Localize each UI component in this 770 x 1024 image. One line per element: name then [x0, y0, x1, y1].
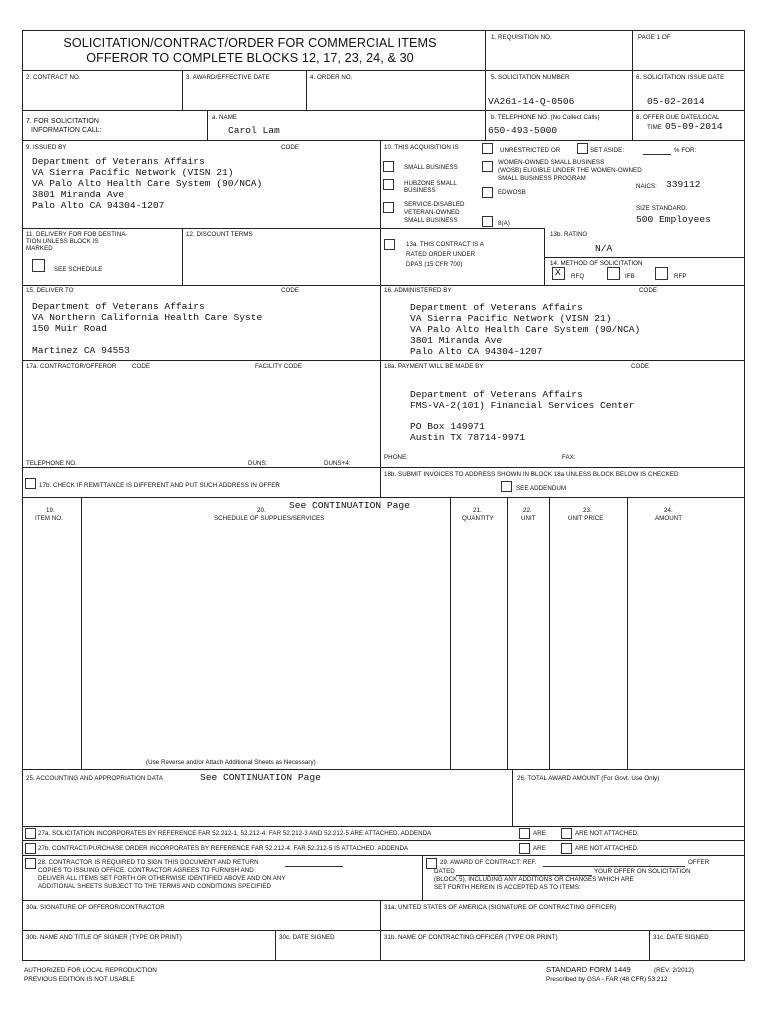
27b-label: 27b. CONTRACT/PURCHASE ORDER INCORPORATES BY REFERENCE FAR 52.212-4. FAR 52.212-5 IS ATTACHED. ADDENDA [38, 845, 409, 852]
schedule-footnote: (Use Reverse and/or Attach Additional Sheets as Necessary) [146, 759, 316, 766]
footer-form-name: STANDARD FORM 1449 [546, 965, 631, 974]
contract-no-label: 2. CONTRACT NO. [26, 74, 81, 81]
29-line-1b: OFFER [688, 859, 710, 866]
wosb-label-2: (WOSB) ELIGIBLE UNDER THE WOMEN-OWNED [498, 167, 642, 174]
rating-value: N/A [595, 243, 613, 254]
name-value: Carol Lam [228, 125, 280, 136]
set-aside-percent-line[interactable] [643, 154, 671, 155]
footer-prescribed: Prescribed by GSA - FAR (48 CFR) 53.212 [546, 976, 668, 983]
rfp-label: RFP [674, 273, 687, 280]
issued-by-label: 9. ISSUED BY [26, 144, 67, 151]
fob-label-1: 11. DELIVERY FOR FOB DESTINA- [26, 231, 128, 238]
unit-price-header: UNIT PRICE [568, 515, 604, 522]
unit-header: UNIT [521, 515, 536, 522]
27a-checkbox[interactable] [25, 828, 36, 839]
size-standard-value: 500 Employees [636, 214, 711, 225]
issue-date-value: 05-02-2014 [647, 96, 705, 107]
28-checkbox[interactable] [25, 858, 36, 869]
see-addendum-checkbox[interactable] [501, 481, 512, 492]
administered-by-label: 16. ADMINISTERED BY [384, 287, 452, 294]
sdvosb-label-3: SMALL BUSINESS [404, 217, 458, 224]
solicitation-number-value: VA261-14-Q-0506 [488, 96, 575, 107]
requisition-no-label: 1. REQUISITION NO. [491, 34, 552, 41]
27a-are-checkbox[interactable] [519, 828, 530, 839]
method-label: 14. METHOD OF SOLICITATION [550, 260, 643, 267]
offer-due-label-2: TIME [647, 124, 662, 131]
sdvosb-label-2: VETERAN-OWNED [404, 209, 460, 216]
total-award-label: 26. TOTAL AWARD AMOUNT (For Govt. Use Only) [517, 775, 660, 782]
contractor-label: 17a. CONTRACTOR/OFFEROR [26, 363, 117, 370]
administered-by-line-1: Department of Veterans Affairs [410, 302, 583, 313]
hubzone-checkbox[interactable] [383, 179, 394, 190]
accounting-label: 25. ACCOUNTING AND APPROPRIATION DATA [26, 775, 163, 782]
submit-invoices-label: 18b. SUBMIT INVOICES TO ADDRESS SHOWN IN BLOCK 18a UNLESS BLOCK BELOW IS CHECKED [384, 471, 679, 478]
fax-label: FAX: [562, 454, 576, 461]
set-aside-label: SET ASIDE: [590, 147, 625, 154]
deliver-to-code-label: CODE [281, 287, 300, 294]
28-line-2: COPIES TO ISSUING OFFICE. CONTRACTOR AGREES TO FURNISH AND [38, 867, 254, 874]
size-standard-label: SIZE STANDARD: [636, 205, 688, 212]
27b-checkbox[interactable] [25, 843, 36, 854]
issued-by-code-label: CODE [281, 144, 300, 151]
solicitation-number-label: 5. SOLICITATION NUMBER [491, 74, 570, 81]
28-copies-line[interactable] [285, 866, 343, 867]
supplies-header: SCHEDULE OF SUPPLIES/SERVICES [214, 515, 325, 522]
ifb-label: IFB [625, 273, 635, 280]
telephone-label: b. TELEPHONE NO. (No Collect Calls) [491, 114, 600, 121]
rating-label: 13b. RATING [550, 231, 588, 238]
form-title-line2: OFFEROR TO COMPLETE BLOCKS 12, 17, 23, 24, & 30 [86, 51, 414, 65]
27b-are-label: ARE [533, 845, 546, 852]
rfq-label: RFQ [571, 273, 585, 280]
eight-a-checkbox[interactable] [482, 216, 493, 227]
name-label: a. NAME [212, 114, 238, 121]
payment-by-line-5: Austin TX 78714-9971 [410, 432, 526, 443]
wosb-label-1: WOMEN-OWNED SMALL BUSINESS [498, 159, 605, 166]
offer-due-value: 05-09-2014 [665, 121, 723, 132]
small-business-label: SMALL BUSINESS [404, 164, 458, 171]
quantity-number: 21. [473, 507, 482, 514]
remittance-checkbox[interactable] [25, 478, 36, 489]
contractor-code-label: CODE [132, 363, 151, 370]
sdvosb-label-1: SERVICE-DISABLED [404, 201, 465, 208]
ifb-checkbox[interactable] [607, 267, 620, 280]
deliver-to-line-2: VA Northern California Health Care Syste [32, 312, 263, 323]
administered-by-line-2: VA Sierra Pacific Network (VISN 21) [410, 313, 612, 324]
28-line-4: ADDITIONAL SHEETS SUBJECT TO THE TERMS AND CONDITIONS SPECIFIED [38, 883, 272, 890]
27a-are-not-checkbox[interactable] [561, 828, 572, 839]
duns-label: DUNS: [248, 460, 268, 467]
administered-by-line-5: Palo Alto CA 94304-1207 [410, 346, 543, 357]
footer-reproduction: AUTHORIZED FOR LOCAL REPRODUCTION [24, 967, 157, 974]
sdvosb-checkbox[interactable] [383, 202, 394, 213]
payment-by-line-4: PO Box 149971 [410, 421, 485, 432]
naics-value: 339112 [666, 179, 701, 190]
27b-are-not-label: ARE NOT ATTACHED. [575, 845, 639, 852]
item-no-header: ITEM NO. [35, 515, 63, 522]
payment-by-label: 18a. PAYMENT WILL BE MADE BY [384, 363, 484, 370]
unrestricted-label: UNRESTRICTED OR [500, 147, 561, 154]
set-aside-checkbox[interactable] [577, 143, 588, 154]
naics-label: NAICS: [636, 183, 657, 190]
eight-a-label: 8(A) [498, 220, 510, 227]
issued-by-line-2: VA Sierra Pacific Network (VISN 21) [32, 167, 234, 178]
issued-by-line-1: Department of Veterans Affairs [32, 156, 205, 167]
27b-are-checkbox[interactable] [519, 843, 530, 854]
deliver-to-line-3: 150 Muir Road [32, 323, 107, 334]
signer-date-label: 30c. DATE SIGNED [279, 934, 335, 941]
see-schedule-checkbox[interactable] [32, 259, 45, 272]
footer-previous-edition: PREVIOUS EDITION IS NOT USABLE [24, 976, 135, 983]
info-call-label-1: 7. FOR SOLICITATION [26, 118, 100, 125]
percent-for-label: % FOR: [674, 147, 697, 154]
administered-by-line-3: VA Palo Alto Health Care System (90/NCA) [410, 324, 641, 335]
schedule-continuation: See CONTINUATION Page [289, 500, 410, 511]
phone-label: PHONE: [384, 454, 409, 461]
wosb-checkbox[interactable] [482, 161, 493, 172]
amount-header: AMOUNT [655, 515, 683, 522]
offer-due-label-1: 8. OFFER DUE DATE/LOCAL [636, 114, 720, 121]
info-call-label-2: INFORMATION CALL: [31, 127, 102, 134]
footer-revision: (REV. 2/2012) [654, 967, 694, 974]
signature-offeror-label: 30a. SIGNATURE OF OFFEROR/CONTRACTOR [26, 904, 165, 911]
rfq-mark: X [555, 267, 561, 278]
28-line-3: DELIVER ALL ITEMS SET FORTH OR OTHERWISE IDENTIFIED ABOVE AND ON ANY [38, 875, 286, 882]
29-line-2b: YOUR OFFER ON SOLICITATION [594, 868, 691, 875]
administered-by-line-4: 3801 Miranda Ave [410, 335, 503, 346]
hubzone-label-2: BUSINESS [404, 187, 436, 194]
27b-are-not-checkbox[interactable] [561, 843, 572, 854]
28-line-1: 28. CONTRACTOR IS REQUIRED TO SIGN THIS DOCUMENT AND RETURN [38, 859, 259, 866]
issued-by-line-4: 3801 Miranda Ave [32, 189, 125, 200]
unit-number: 22. [523, 507, 532, 514]
officer-date-label: 31c. DATE SIGNED [653, 934, 709, 941]
facility-code-label: FACILITY CODE [255, 363, 302, 370]
quantity-header: QUANTITY [462, 515, 494, 522]
29-line-2a: DATED [434, 868, 455, 875]
acquisition-label: 10. THIS ACQUISITION IS [384, 144, 459, 151]
27a-are-label: ARE [533, 830, 546, 837]
29-line-4: SET FORTH HEREIN IS ACCEPTED AS TO ITEMS: [434, 884, 581, 891]
payment-by-code-label: CODE [631, 363, 650, 370]
issued-by-line-3: VA Palo Alto Health Care System (90/NCA) [32, 178, 263, 189]
accounting-value: See CONTINUATION Page [200, 772, 321, 783]
order-no-label: 4. ORDER NO. [310, 74, 353, 81]
rated-order-label-3: DPAS (15 CFR 700) [406, 261, 463, 268]
form-title-line1: SOLICITATION/CONTRACT/ORDER FOR COMMERCIAL ITEMS [63, 36, 437, 50]
hubzone-label-1: HUBZONE SMALL [404, 180, 457, 187]
deliver-to-line-5: Martinez CA 94553 [32, 345, 130, 356]
duns4-label: DUNS+4: [324, 460, 351, 467]
amount-number: 24. [664, 507, 673, 514]
wosb-label-3: SMALL BUSINESS PROGRAM [498, 175, 586, 182]
see-schedule-label: SEE SCHEDULE [54, 266, 103, 273]
payment-by-line-2: FMS-VA-2(101) Financial Services Center [410, 400, 635, 411]
remittance-label: 17b. CHECK IF REMITTANCE IS DIFFERENT AND PUT SUCH ADDRESS IN OFFER [39, 482, 280, 489]
page-label: PAGE 1 OF [638, 34, 671, 41]
telephone-no-label: TELEPHONE NO. [26, 460, 77, 467]
signer-name-label: 30b. NAME AND TITLE OF SIGNER (TYPE OR PRINT) [26, 934, 182, 941]
payment-by-line-1: Department of Veterans Affairs [410, 389, 583, 400]
edwosb-label: EDWOSB [498, 189, 526, 196]
sf1449-form [22, 30, 745, 961]
rfp-checkbox[interactable] [655, 267, 668, 280]
29-line-1a: 29. AWARD OF CONTRACT: REF. [440, 859, 537, 866]
telephone-value: 650-493-5000 [488, 125, 558, 136]
rated-order-label-1: 13a. THIS CONTRACT IS A [406, 241, 484, 248]
fob-label-3: MARKED [26, 245, 53, 252]
edwosb-checkbox[interactable] [482, 187, 493, 198]
unrestricted-checkbox[interactable] [482, 143, 493, 154]
award-date-label: 3. AWARD/EFFECTIVE DATE [186, 74, 270, 81]
officer-name-label: 31b. NAME OF CONTRACTING OFFICER (TYPE OR PRINT) [384, 934, 558, 941]
deliver-to-label: 15. DELIVER TO [26, 287, 74, 294]
unit-price-number: 23. [583, 507, 592, 514]
administered-by-code-label: CODE [639, 287, 658, 294]
29-line-3: (BLOCK 5), INCLUDING ANY ADDITIONS OR CHANGES WHICH ARE [434, 876, 634, 883]
see-addendum-label: SEE ADDENDUM [516, 485, 567, 492]
issued-by-line-5: Palo Alto CA 94304-1207 [32, 200, 165, 211]
deliver-to-line-1: Department of Veterans Affairs [32, 301, 205, 312]
27a-are-not-label: ARE NOT ATTACHED. [575, 830, 639, 837]
small-business-checkbox[interactable] [383, 161, 394, 172]
29-ref-line[interactable] [543, 866, 685, 867]
discount-terms-label: 12. DISCOUNT TERMS [186, 231, 253, 238]
supplies-number: 20. [257, 507, 266, 514]
issue-date-label: 6. SOLICITATION ISSUE DATE [636, 74, 725, 81]
rated-order-label-2: RATED ORDER UNDER [406, 251, 476, 258]
fob-label-2: TION UNLESS BLOCK IS [26, 238, 99, 245]
27a-label: 27a. SOLICITATION INCORPORATES BY REFERENCE FAR 52.212-1, 52.212-4. FAR 52.212-3 AND 52.212-5 ARE ATTACHED. ADDENDA [38, 830, 432, 837]
rated-order-checkbox[interactable] [384, 239, 395, 250]
signature-officer-label: 31a. UNITED STATES OF AMERICA (SIGNATURE OF CONTRACTING OFFICER) [384, 904, 617, 911]
item-no-number: 19. [46, 507, 55, 514]
